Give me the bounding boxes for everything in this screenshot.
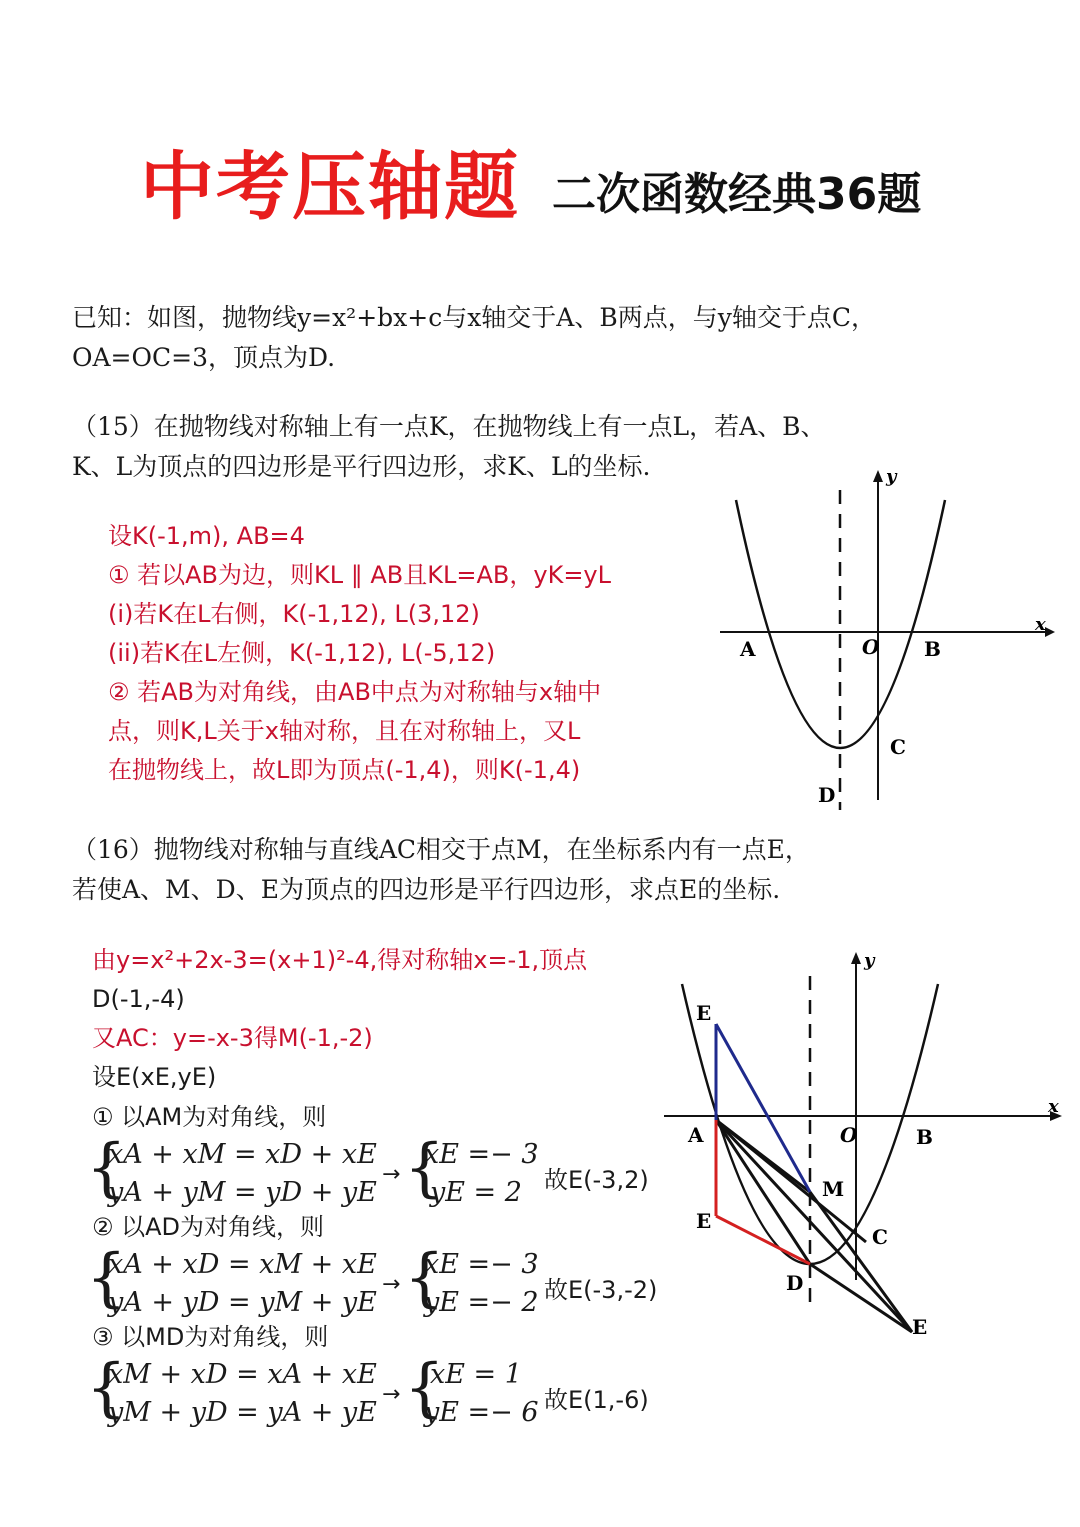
case3-result-2: yE =− 6 [424,1397,539,1428]
case1-heading: ① 以AM为对角线，则 [92,1103,327,1131]
case2-heading: ② 以AD为对角线，则 [92,1213,325,1241]
case2-right-brace: { [404,1241,445,1315]
case1-left-brace: { [86,1131,127,1205]
segment-me [810,1192,912,1332]
page-title: 中考压轴题 [140,144,520,230]
page-subtitle: 二次函数经典36题 [552,169,922,220]
y-axis-label: y [886,466,897,487]
q16-parabola-figure [650,940,1070,1360]
q16-solution-line: D(-1,-4) [92,985,185,1013]
case3-equation-2: yM + yD = yA + yE [108,1397,377,1428]
case1-arrow-icon: → [382,1162,401,1187]
segment-ad [716,1120,810,1264]
case3-answer: 故E(1,-6) [544,1386,649,1414]
y-axis-arrow-icon [851,952,861,964]
x-axis-arrow-icon [1045,627,1055,637]
point-e1-label: E [696,1001,712,1025]
q16-solution-line: 设E(xE,yE) [92,1063,217,1091]
q16-question-line2: 若使A、M、D、E为顶点的四边形是平行四边形，求点E的坐标. [72,875,781,904]
segment-em-blue [716,1024,810,1192]
case1-result-2: yE = 2 [430,1177,522,1208]
q15-solution-line: 在抛物线上，故L即为顶点(-1,4)，则K(-1,4) [108,756,581,784]
x-axis-label: x [1048,1096,1059,1117]
point-b-label: B [916,1125,933,1149]
case2-arrow-icon: → [382,1272,401,1297]
case2-equation-2: yA + yD = yM + yE [108,1287,377,1318]
point-e2-label: E [696,1209,712,1233]
y-axis-arrow-icon [873,470,883,482]
case3-arrow-icon: → [382,1382,401,1407]
q15-solution-line: (i)若K在L右侧，K(-1,12), L(3,12) [108,600,480,628]
point-a-label: A [740,637,756,661]
point-c-label: C [872,1225,888,1249]
q15-solution-line: (ii)若K在L左侧，K(-1,12), L(-5,12) [108,639,496,667]
case1-equation-1: xA + xM = xD + xE [108,1139,377,1170]
case2-equation-1: xA + xD = xM + xE [108,1249,377,1280]
point-b-label: B [924,637,941,661]
point-c-label: C [890,735,906,759]
point-m-label: M [822,1177,845,1201]
q15-solution-line: 点，则K,L关于x轴对称，且在对称轴上，又L [108,717,581,745]
problem-intro-line1: 已知：如图，抛物线y=x²+bx+c与x轴交于A、B两点，与y轴交于点C， [72,303,876,332]
q15-solution-line: ② 若AB为对角线，由AB中点为对称轴与x轴中 [108,678,602,706]
origin-label: O [840,1123,858,1147]
case3-equation-1: xM + xD = xA + xE [108,1359,377,1390]
case2-result-1: xE =− 3 [424,1249,539,1280]
case1-answer: 故E(-3,2) [544,1166,649,1194]
point-e3-label: E [912,1315,928,1339]
q15-question-line1: （15）在抛物线对称轴上有一点K，在抛物线上有一点L，若A、B、 [72,412,826,441]
case1-right-brace: { [404,1131,445,1205]
problem-intro-line2: OA=OC=3，顶点为D. [72,343,336,372]
case3-result-1: xE = 1 [430,1359,522,1390]
q16-solution-line: 由y=x²+2x-3=(x+1)²-4,得对称轴x=-1,顶点 [92,946,588,974]
point-d-label: D [786,1271,804,1295]
origin-label: O [862,635,880,659]
q15-parabola-figure [700,460,1060,820]
q16-question-line1: （16）抛物线对称轴与直线AC相交于点M，在坐标系内有一点E， [72,835,810,864]
case2-left-brace: { [86,1241,127,1315]
case3-left-brace: { [86,1351,127,1425]
case1-result-1: xE =− 3 [424,1139,539,1170]
point-d-label: D [818,783,836,807]
y-axis-label: y [864,950,875,971]
x-axis-label: x [1035,614,1046,635]
q15-question-line2: K、L为顶点的四边形是平行四边形，求K、L的坐标. [72,452,651,481]
case3-heading: ③ 以MD为对角线，则 [92,1323,329,1351]
q16-solution-line: 又AC：y=-x-3得M(-1,-2) [92,1024,373,1052]
point-a-label: A [688,1123,704,1147]
case2-result-2: yE =− 2 [424,1287,539,1318]
case2-answer: 故E(-3,-2) [544,1276,658,1304]
q15-solution-line: 设K(-1,m), AB=4 [108,522,305,550]
case3-right-brace: { [404,1351,445,1425]
segment-de [810,1264,912,1332]
q15-solution-line: ① 若以AB为边，则KL ∥ AB且KL=AB，yK=yL [108,561,612,589]
case1-equation-2: yA + yM = yD + yE [108,1177,377,1208]
